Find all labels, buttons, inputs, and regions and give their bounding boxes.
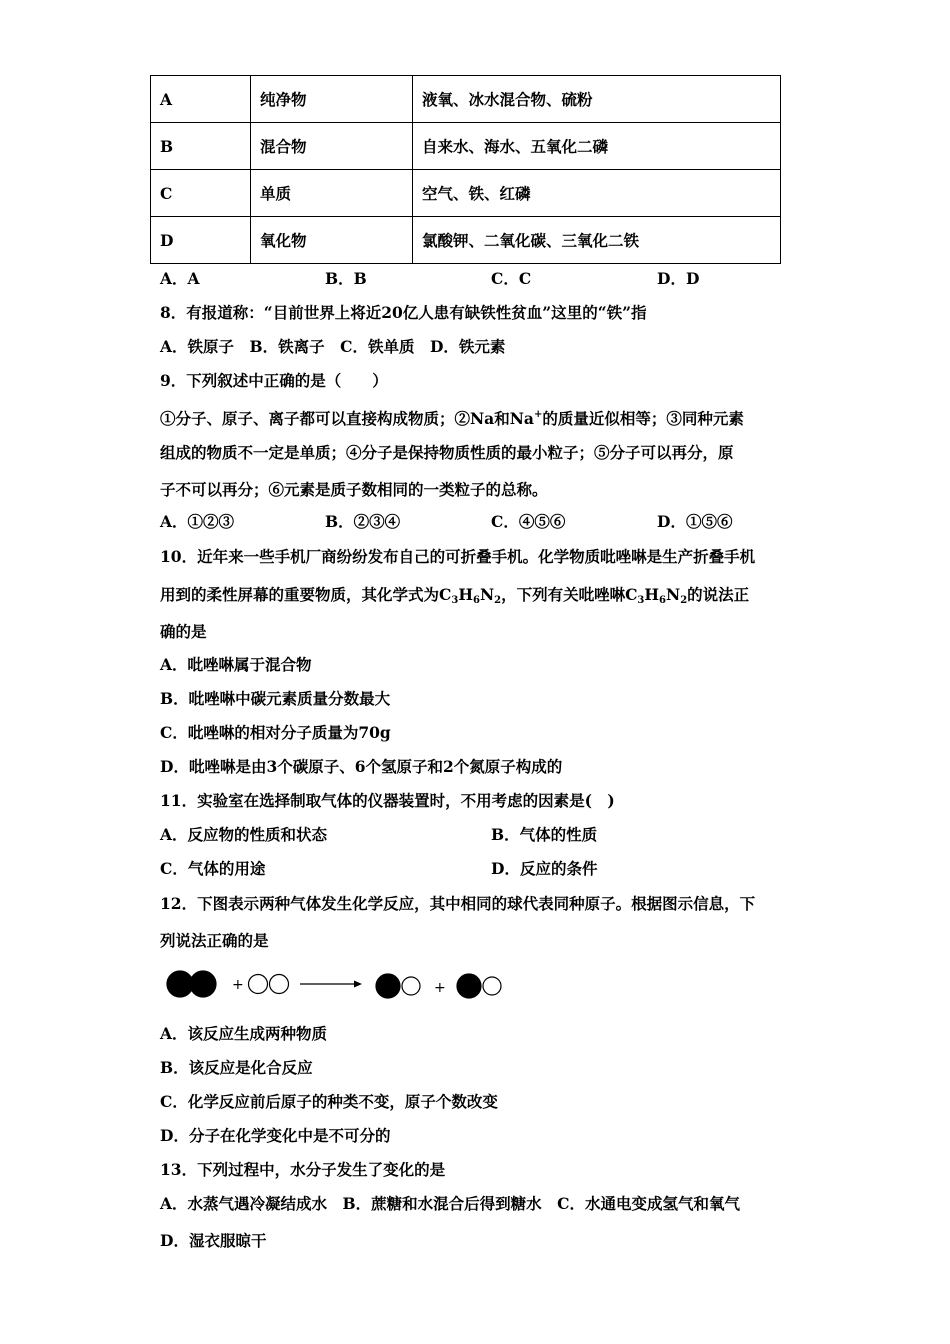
q12-option-a: A．该反应生成两种物质 — [160, 1024, 328, 1043]
q8-stem: 8．有报道称：“目前世界上将近20亿人患有缺铁性贫血”这里的“铁”指 — [160, 303, 647, 322]
q10-option-a: A．吡唑啉属于混合物 — [160, 655, 312, 674]
q10-line3: 确的是 — [160, 622, 207, 641]
reaction-diagram — [160, 962, 520, 1010]
q9-line3: 子不可以再分；⑥元素是质子数相同的一类粒子的总称。 — [160, 480, 548, 499]
q10-line2-text-a: 用到的柔性屏幕的重要物质，其化学式为C — [160, 585, 452, 604]
black-atom — [457, 974, 481, 998]
row-examples: 自来水、海水、五氧化二磷 — [413, 123, 781, 170]
table-row — [151, 76, 781, 123]
row-category: 氧化物 — [251, 217, 413, 264]
formula-subscript: 6 — [659, 595, 667, 606]
q7-option-d: D．D — [657, 269, 700, 288]
row-letter: D — [151, 217, 251, 264]
q9-line1 — [160, 405, 744, 429]
table-row — [151, 217, 781, 264]
q9-stem: 9．下列叙述中正确的是（ ） — [160, 371, 388, 390]
formula-subscript: 2 — [680, 595, 688, 606]
q10-option-d: D．吡唑啉是由3个碳原子、6个氢原子和2个氮原子构成的 — [160, 757, 563, 776]
q10-line1: 10．近年来一些手机厂商纷纷发布自己的可折叠手机。化学物质吡唑啉是生产折叠手机 — [160, 547, 756, 566]
q9-option-a: A．①②③ — [160, 512, 235, 531]
q12-option-d: D．分子在化学变化中是不可分的 — [160, 1126, 391, 1145]
plus-sign: + — [232, 977, 244, 993]
q11-option-c: C．气体的用途 — [160, 859, 266, 878]
q8-options: A．铁原子 B．铁离子 C．铁单质 D．铁元素 — [160, 337, 506, 356]
formula-element: H — [458, 585, 473, 604]
row-examples: 液氧、冰水混合物、硫粉 — [413, 76, 781, 123]
q13-stem: 13．下列过程中，水分子发生了变化的是 — [160, 1160, 446, 1179]
q9-line1-text-b: 的质量近似相等；③同种元素 — [542, 409, 744, 428]
white-atom — [270, 975, 289, 994]
q12-line2: 列说法正确的是 — [160, 931, 269, 950]
q9-option-d: D．①⑤⑥ — [657, 512, 733, 531]
q7-option-c: C．C — [491, 269, 532, 288]
row-letter: C — [151, 170, 251, 217]
q9-line2: 组成的物质不一定是单质；④分子是保持物质性质的最小粒子；⑤分子可以再分，原 — [160, 443, 734, 462]
q10-option-c: C．吡唑啉的相对分子质量为70g — [160, 723, 391, 742]
table-row — [151, 170, 781, 217]
classification-table — [150, 75, 781, 264]
q7-option-b: B．B — [325, 269, 367, 288]
q9-option-b: B．②③④ — [325, 512, 401, 531]
plus-sign: + — [434, 980, 446, 996]
q12-option-b: B．该反应是化合反应 — [160, 1058, 313, 1077]
formula-element: N — [479, 585, 495, 604]
q12-option-c: C．化学反应前后原子的种类不变，原子个数改变 — [160, 1092, 498, 1111]
row-letter: B — [151, 123, 251, 170]
formula-subscript: 3 — [637, 595, 645, 606]
q11-option-b: B．气体的性质 — [491, 825, 598, 844]
formula-subscript: 6 — [472, 595, 480, 606]
white-atom — [249, 975, 268, 994]
formula-element: N — [666, 585, 681, 604]
black-atom — [190, 971, 216, 997]
white-atom — [483, 977, 501, 995]
formula-element: H — [644, 585, 660, 604]
white-atom — [402, 977, 420, 995]
q10-option-b: B．吡唑啉中碳元素质量分数最大 — [160, 689, 391, 708]
q13-options-abc: A．水蒸气遇冷凝结成水 B．蔗糖和水混合后得到糖水 C．水通电变成氢气和氧气 — [160, 1194, 740, 1213]
row-category: 单质 — [251, 170, 413, 217]
q11-stem: 11．实验室在选择制取气体的仪器装置时，不用考虑的因素是( ) — [160, 791, 615, 810]
formula-subscript: 3 — [451, 595, 459, 606]
q9-option-c: C．④⑤⑥ — [491, 512, 566, 531]
charge-superscript: + — [533, 409, 543, 420]
q10-line2-text-b: ，下列有关吡唑啉C — [501, 585, 638, 604]
row-category: 纯净物 — [251, 76, 413, 123]
formula-subscript: 2 — [494, 595, 502, 606]
row-examples: 氯酸钾、二氧化碳、三氧化二铁 — [413, 217, 781, 264]
q12-line1: 12．下图表示两种气体发生化学反应，其中相同的球代表同种原子。根据图示信息，下 — [160, 894, 756, 913]
black-atom — [167, 971, 193, 997]
q10-line2 — [160, 585, 749, 611]
q9-line1-text-a: ①分子、原子、离子都可以直接构成物质；②Na和Na — [160, 409, 534, 428]
arrow-head-icon — [354, 981, 362, 988]
row-examples: 空气、铁、红磷 — [413, 170, 781, 217]
row-letter: A — [151, 76, 251, 123]
q13-option-d: D．湿衣服晾干 — [160, 1231, 267, 1250]
black-atom — [376, 974, 400, 998]
q7-option-a: A．A — [160, 269, 200, 288]
q11-option-d: D．反应的条件 — [491, 859, 598, 878]
table-row — [151, 123, 781, 170]
row-category: 混合物 — [251, 123, 413, 170]
q11-option-a: A．反应物的性质和状态 — [160, 825, 328, 844]
q10-line2-text-c: 的说法正 — [687, 585, 750, 604]
